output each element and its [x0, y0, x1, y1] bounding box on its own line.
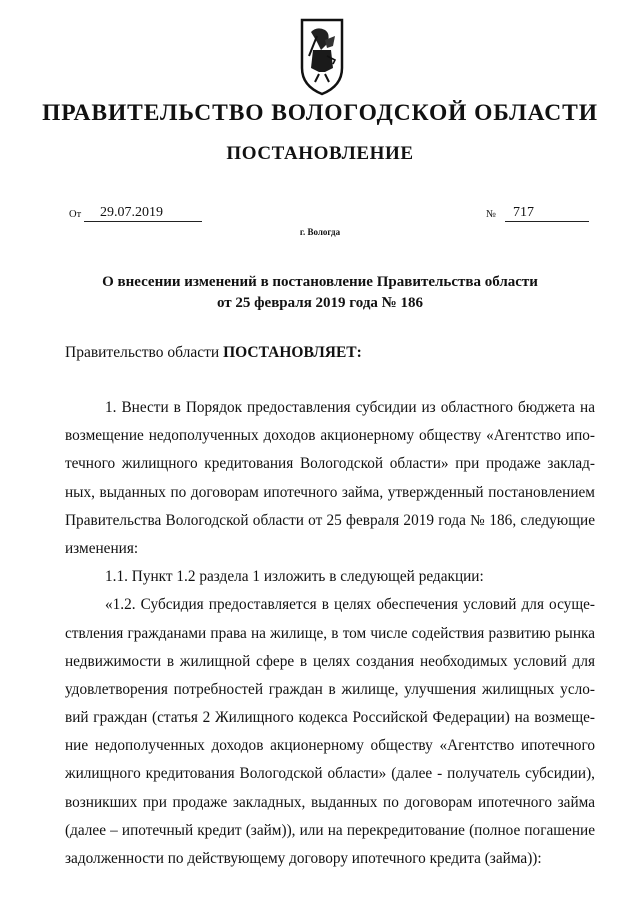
body-line: ние недополученных доходов акционерному обществу «Агентство ипотечного — [65, 737, 595, 755]
body-line: жилищного кредитования Вологодской области» (далее - получатель субсидии), — [65, 765, 595, 783]
subject-line: О внесении изменений в постановление Правительства области — [102, 274, 538, 290]
body-line: течного жилищного кредитования Вологодской области» при продаже заклад- — [65, 455, 595, 473]
body-line: 1.1. Пункт 1.2 раздела 1 изложить в следующей редакции: — [105, 568, 484, 586]
subject-line: от 25 февраля 2019 года № 186 — [217, 295, 423, 311]
city: г. Вологда — [299, 227, 341, 237]
body-line: 1. Внести в Порядок предоставления субсидии из областного бюджета на — [105, 399, 595, 416]
body-line: Правительства Вологодской области от 25 февраля 2019 года № 186, следующие — [65, 511, 595, 529]
body-line: возмещение недополученных доходов акционерному обществу «Агентство ипо- — [65, 427, 595, 445]
body-line: задолженности по действующему договору ипотечного кредита (займа)): — [65, 850, 542, 867]
document-type: ПОСТАНОВЛЕНИЕ — [226, 143, 414, 164]
body-line: возникших при продаже закладных, выданных по договорам ипотечного займа — [65, 793, 595, 811]
body-line: «1.2. Субсидия предоставляется в целях обеспечения условий для осуще- — [105, 596, 595, 614]
body-line: удовлетворения потребностей граждан в жилище, улучшения жилищных усло- — [65, 680, 595, 698]
decree-statement — [65, 344, 362, 362]
document-number: 717 — [505, 205, 589, 222]
number-label: № — [486, 209, 497, 220]
body-line: ных, выданных по договорам ипотечного займа, утвержденный постановлением — [65, 483, 595, 501]
body-line: (далее – ипотечный кредит (займ)), или на перекредитование (полное погашение — [65, 821, 595, 839]
body-line: недвижимости в жилищной сфере в целях создания необходимых условий для — [65, 652, 595, 670]
body-line: вий граждан (статья 2 Жилищного кодекса Российской Федерации) на возмеще- — [65, 709, 595, 727]
decree-prefix: Правительство области — [65, 344, 224, 361]
document-subject — [60, 272, 580, 314]
organization-title: ПРАВИТЕЛЬСТВО ВОЛОГОДСКОЙ ОБЛАСТИ — [42, 100, 598, 126]
body-line: изменения: — [65, 539, 139, 557]
document-date: 29.07.2019 — [84, 205, 202, 222]
decree-verb: ПОСТАНОВЛЯЕТ: — [223, 344, 362, 361]
date-label: От — [69, 209, 82, 220]
document-body — [65, 394, 595, 873]
coat-of-arms-emblem — [297, 16, 347, 98]
body-line: ствления гражданами права на жилище, в том числе содействия развитию рынка — [65, 624, 595, 642]
